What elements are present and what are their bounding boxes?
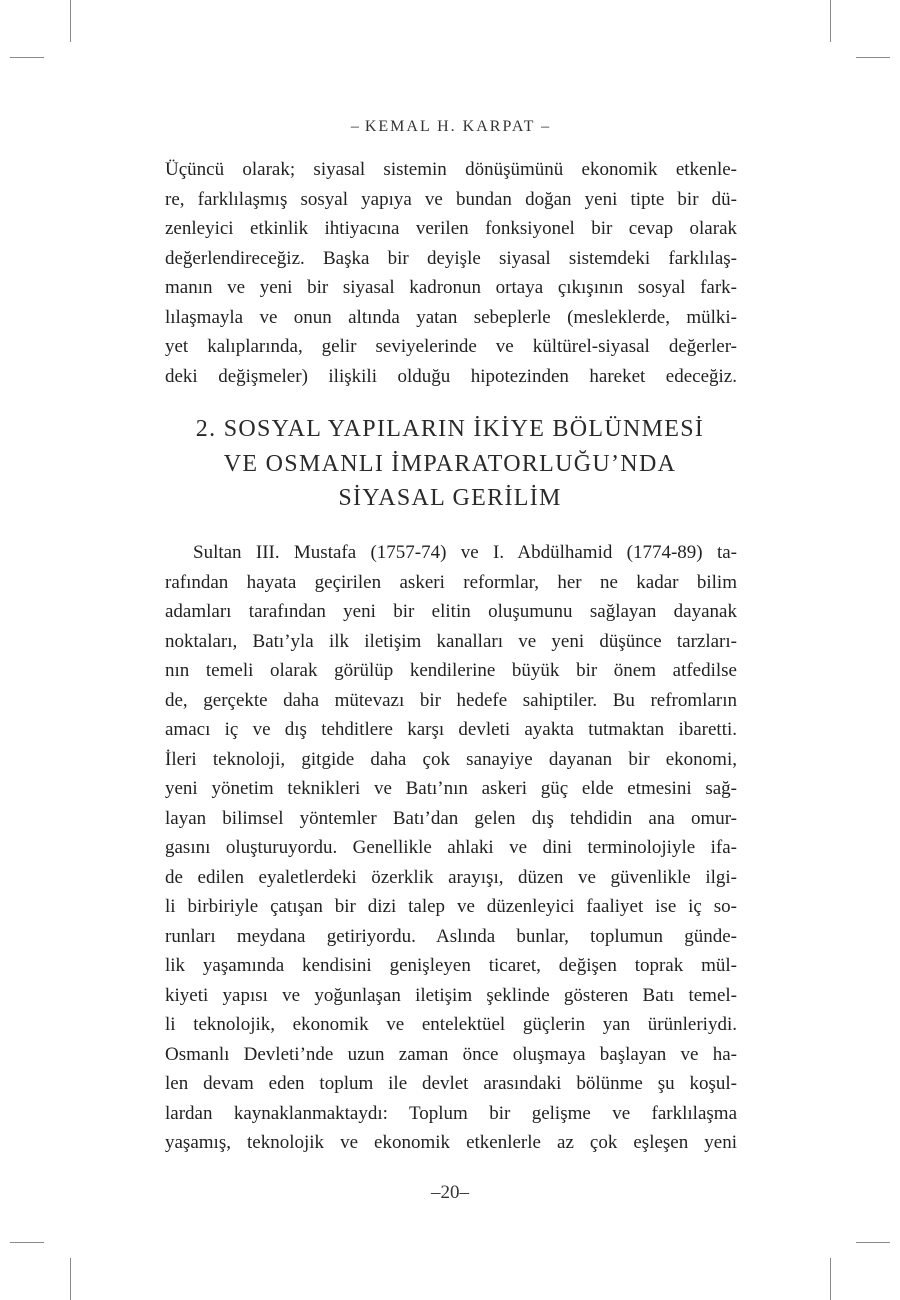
intro-line: lılaşmayla ve onun altında yatan sebeplerle (mesleklerde, mülki- xyxy=(165,306,737,328)
body-line: lardan kaynaklanmaktaydı: Toplum bir gelişme ve farklılaşma xyxy=(165,1102,737,1124)
section-heading-line: VE OSMANLI İMPARATORLUĞU’NDA xyxy=(223,450,677,477)
crop-mark-top-left-horizontal xyxy=(10,57,44,58)
body-line: de, gerçekte daha mütevazı bir hedefe sahiptiler. Bu refromların xyxy=(165,689,737,711)
intro-paragraph xyxy=(165,155,737,391)
body-line: gasını oluşturuyordu. Genellikle ahlaki ve dini terminolojiyle ifa- xyxy=(165,837,737,858)
crop-mark-bottom-left-vertical xyxy=(70,1258,71,1300)
section-heading xyxy=(0,412,900,516)
intro-line: manın ve yeni bir siyasal kadronun ortaya çıkışının sosyal fark- xyxy=(165,277,737,298)
body-line: li teknolojik, ekonomik ve entelektüel güçlerin yan ürünleriydi. xyxy=(165,1014,737,1035)
running-head-dash-right: – xyxy=(541,118,550,135)
intro-line: zenleyici etkinlik ihtiyacına verilen fonksiyonel bir cevap olarak xyxy=(165,218,737,239)
running-head-author: KEMAL H. KARPAT xyxy=(364,118,536,135)
body-line: yeni yönetim teknikleri ve Batı’nın askeri güç elde etmesini sağ- xyxy=(165,778,737,799)
crop-mark-top-right-horizontal xyxy=(856,57,890,58)
section-heading-line: SİYASAL GERİLİM xyxy=(338,485,562,511)
section-heading-line: 2. SOSYAL YAPILARIN İKİYE BÖLÜNMESİ xyxy=(195,416,705,442)
body-line: layan bilimsel yöntemler Batı’dan gelen dış tehdidin ana omur- xyxy=(165,807,737,829)
body-line: kiyeti yapısı ve yoğunlaşan iletişim şeklinde gösteren Batı temel- xyxy=(165,984,737,1006)
crop-mark-bottom-right-horizontal xyxy=(856,1242,890,1243)
body-line: lik yaşamında kendisini genişleyen ticaret, değişen toprak mül- xyxy=(165,955,737,976)
body-line: İleri teknoloji, gitgide daha çok sanayiye dayanan bir ekonomi, xyxy=(165,748,737,770)
body-line: li birbiriyle çatışan bir dizi talep ve düzenleyici faaliyet ise iç so- xyxy=(165,896,737,917)
intro-line: deki değişmeler) ilişkili olduğu hipotezinden hareket edeceğiz. xyxy=(165,365,737,387)
intro-line: değerlendireceğiz. Başka bir deyişle siyasal sistemdeki farklılaş- xyxy=(165,247,737,269)
body-line: rafından hayata geçirilen askeri reformlar, her ne kadar bilim xyxy=(165,571,737,593)
body-paragraph xyxy=(165,538,737,1158)
running-head xyxy=(0,118,900,136)
body-line: nın temeli olarak görülüp kendilerine büyük bir önem atfedilse xyxy=(165,660,737,681)
running-head-dash-left: – xyxy=(350,118,359,135)
intro-line: Üçüncü olarak; siyasal sistemin dönüşümünü ekonomik etkenle- xyxy=(165,159,737,180)
body-line: noktaları, Batı’yla ilk iletişim kanalları ve yeni düşünce tarzları- xyxy=(165,630,737,652)
body-line: Sultan III. Mustafa (1757-74) ve I. Abdülhamid (1774-89) ta- xyxy=(193,542,737,563)
crop-mark-bottom-right-vertical xyxy=(830,1258,831,1300)
crop-mark-top-left-vertical xyxy=(70,0,71,42)
crop-mark-bottom-left-horizontal xyxy=(10,1242,44,1243)
body-line: amacı iç ve dış tehditlere karşı devleti ayakta tutmaktan ibaretti. xyxy=(165,719,737,740)
body-line: len devam eden toplum ile devlet arasındaki bölünme şu koşul- xyxy=(165,1073,737,1094)
body-line: de edilen eyaletlerdeki özerklik arayışı, düzen ve güvenlikle ilgi- xyxy=(165,866,737,888)
page-number: –20– xyxy=(431,1182,469,1203)
intro-line: re, farklılaşmış sosyal yapıya ve bundan doğan yeni tipte bir dü- xyxy=(165,188,737,210)
body-line: runları meydana getiriyordu. Aslında bunlar, toplumun günde- xyxy=(165,925,737,947)
body-line: adamları tarafından yeni bir elitin oluşumunu sağlayan dayanak xyxy=(165,601,737,622)
body-line: yaşamış, teknolojik ve ekonomik etkenlerle az çok eşleşen yeni xyxy=(165,1132,737,1153)
intro-line: yet kalıplarında, gelir seviyelerinde ve kültürel-siyasal değerler- xyxy=(165,336,737,357)
body-line: Osmanlı Devleti’nde uzun zaman önce oluşmaya başlayan ve ha- xyxy=(165,1043,737,1065)
crop-mark-top-right-vertical xyxy=(830,0,831,42)
